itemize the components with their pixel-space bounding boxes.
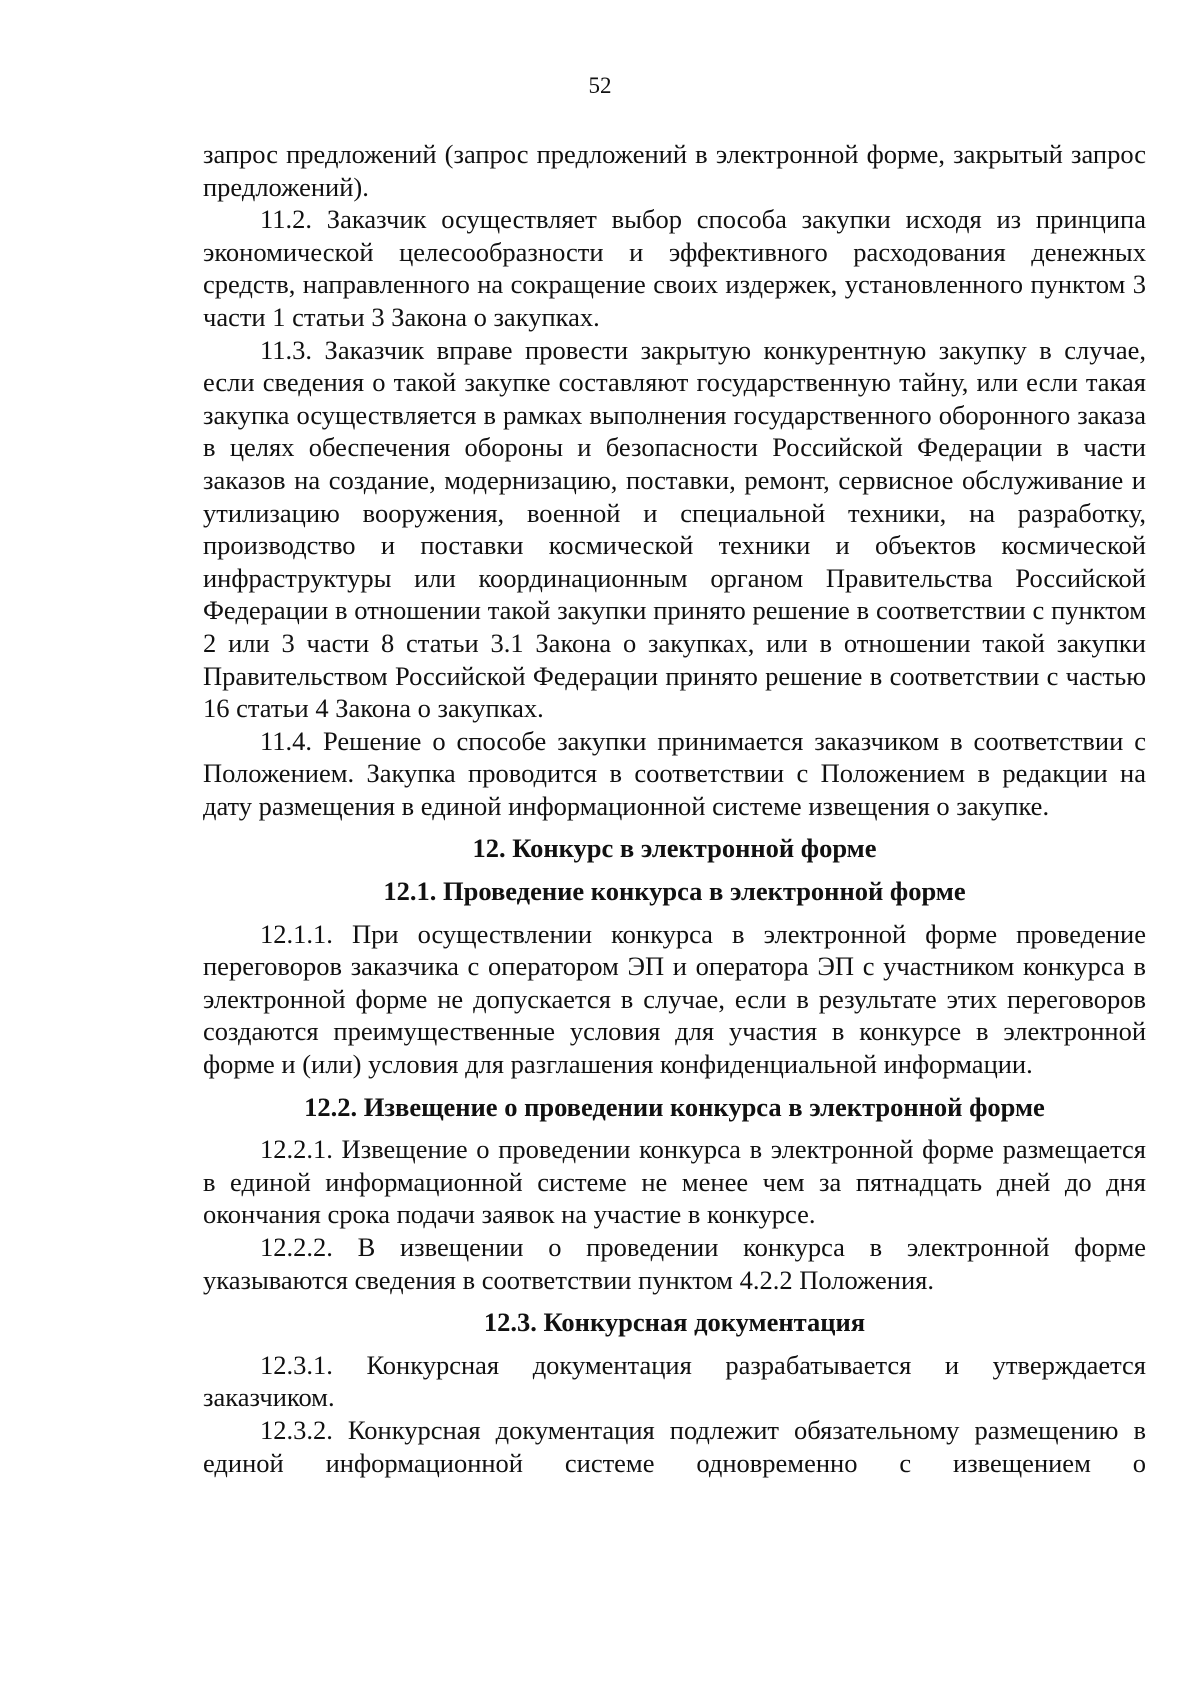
paragraph-11-3: 11.3. Заказчик вправе провести закрытую конкурентную закупку в случае, если сведения о такой закупке составляют государственную тайну, или если такая закупка осуществляется в рамках выполнения государственного оборонного заказа в целях обеспечения обороны и безопасности Российской Федерации в части заказов на создание, модернизацию, поставки, ремонт, сервисное обслуживание и утилизацию вооружения, военной и специальной техники, на разработку, производство и поставки космической техники и объектов космической инфраструктуры или координационным органом Правительства Российской Федерации в отношении такой закупки принято решение в соответствии с пунктом 2 или 3 части 8 статьи 3.1 Закона о закупках, или в отношении такой закупки Правительством Российской Федерации принято решение в соответствии с частью 16 статьи 4 Закона о закупках. xyxy=(203,334,1146,724)
paragraph-12-2-2: 12.2.2. В извещении о проведении конкурса в электронной форме указываются сведения в соответствии пунктом 4.2.2 Положения. xyxy=(203,1232,1146,1295)
paragraph-12-3-2: 12.3.2. Конкурсная документация подлежит обязательному размещению в единой информационной системе одновременно с извещением о xyxy=(203,1414,1146,1478)
page-number: 52 xyxy=(588,73,612,98)
paragraph-12-2-1: 12.2.1. Извещение о проведении конкурса в электронной форме размещается в единой информационной системе не менее чем за пятнадцать дней до дня окончания срока подачи заявок на участие в конкурсе. xyxy=(203,1134,1146,1230)
subsection-heading-12-3: 12.3. Конкурсная документация xyxy=(483,1307,866,1338)
document-body xyxy=(203,138,1146,1479)
paragraph-11-4: 11.4. Решение о способе закупки принимается заказчиком в соответствии с Положением. Закупка проводится в соответствии с Положением в редакции на дату размещения в единой информационной системе извещения о закупке. xyxy=(203,725,1146,821)
paragraph-12-3-1: 12.3.1. Конкурсная документация разрабатывается и утверждается заказчиком. xyxy=(203,1349,1146,1413)
paragraph-12-1-1: 12.1.1. При осуществлении конкурса в электронной форме проведение переговоров заказчика с оператором ЭП и оператора ЭП с участником конкурса в электронной форме не допускается в случае, если в результате этих переговоров создаются преимущественные условия для участия в конкурсе в электронной форме и (или) условия для разглашения конфиденциальной информации. xyxy=(203,918,1146,1080)
section-heading-12: 12. Конкурс в электронной форме xyxy=(472,833,877,864)
subsection-heading-12-2: 12.2. Извещение о проведении конкурса в электронной форме xyxy=(304,1091,1045,1122)
subsection-heading-12-1: 12.1. Проведение конкурса в электронной форме xyxy=(383,876,966,907)
paragraph-continuation: запрос предложений (запрос предложений в электронной форме, закрытый запрос предложений). xyxy=(203,139,1146,202)
paragraph-11-2: 11.2. Заказчик осуществляет выбор способа закупки исходя из принципа экономической целесообразности и эффективного расходования денежных средств, направленного на сокращение своих издержек, установленного пунктом 3 части 1 статьи 3 Закона о закупках. xyxy=(203,204,1146,332)
